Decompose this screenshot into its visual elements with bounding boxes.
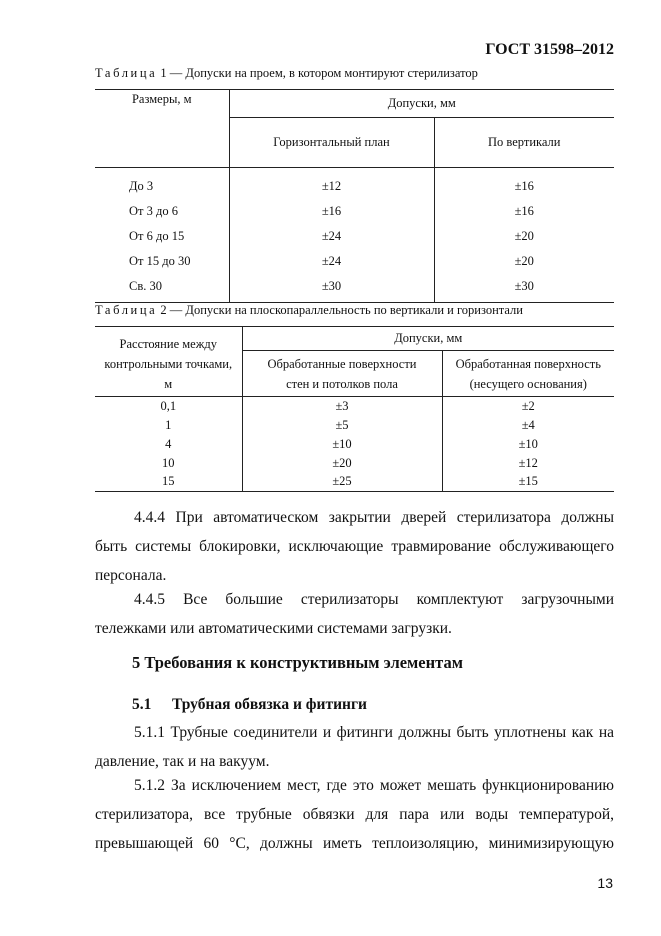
table1-row [95, 174, 614, 199]
table1-row [95, 199, 614, 224]
table2-row [95, 473, 614, 492]
table1-cell: ±30 [229, 274, 434, 299]
table1-cell: Св. 30 [95, 274, 229, 299]
section-5-1-number: 5.1 [132, 696, 152, 713]
table1-header-size: Размеры, м [95, 90, 229, 168]
table2-cell: 1 [95, 416, 242, 435]
table2-row [95, 435, 614, 454]
table2-header-surfaces-b: Обработанная поверхность (несущего основания) [455, 356, 601, 391]
table2-caption [95, 303, 523, 318]
table1-cell: От 15 до 30 [95, 249, 229, 274]
table1-cell: От 3 до 6 [95, 199, 229, 224]
table2-caption-text: 2 — Допуски на плоскопараллельность по вертикали и горизонтали [157, 303, 523, 317]
table1-cell: ±16 [514, 178, 534, 193]
table1-caption [95, 66, 478, 81]
table2 [95, 326, 614, 492]
table2-cell: ±20 [242, 454, 442, 473]
table1-cell: ±20 [514, 253, 534, 268]
table2-cell: ±12 [518, 455, 538, 470]
table2-header-tolerance: Допуски, мм [242, 327, 614, 351]
table2-caption-label: Таблица [95, 303, 158, 317]
table2-cell: 0,1 [95, 397, 242, 416]
table1-cell: ±16 [229, 199, 434, 224]
table2-cell: ±10 [242, 435, 442, 454]
table1-header-horizontal: Горизонтальный план [229, 118, 434, 168]
table2-cell: ±4 [521, 417, 535, 432]
table1-row [95, 224, 614, 249]
table2-cell: 15 [95, 473, 242, 492]
table2-cell: ±25 [242, 473, 442, 492]
table2-cell: ±15 [518, 474, 538, 489]
table1-header-tolerance: Допуски, мм [229, 90, 614, 118]
table2-header-surfaces-a: Обработанные поверхности стен и потолков пола [242, 351, 442, 397]
table1-cell: ±30 [514, 278, 534, 293]
table1-cell: ±24 [229, 249, 434, 274]
table2-cell: ±5 [242, 416, 442, 435]
section-5-1-title: Трубная обвязка и фитинги [172, 696, 367, 713]
table2-row [95, 416, 614, 435]
table1 [95, 89, 614, 303]
table1-cell: От 6 до 15 [95, 224, 229, 249]
table1-header-vertical: По вертикали [488, 135, 561, 149]
table1-caption-label: Таблица [95, 66, 158, 80]
table2-cell: ±10 [518, 436, 538, 451]
table2-cell: 4 [95, 435, 242, 454]
section-5-1-heading [132, 696, 367, 714]
paragraph-4-4-5: 4.4.5 Все большие стерилизаторы комплектуют загрузочными тележками или автоматическими системами загрузки. [95, 591, 614, 637]
table2-cell: ±2 [521, 398, 535, 413]
paragraph-5-1-2: 5.1.2 За исключением мест, где это может мешать функционированию стерилизатора, все трубные обвязки для пара или воды температурой, превышающей 60 °С, должны иметь теплоизоляцию, минимизирующую [95, 777, 614, 852]
section-5-heading: 5 Требования к конструктивным элементам [132, 653, 463, 672]
table2-row [95, 397, 614, 416]
table1-row [95, 249, 614, 274]
table2-row [95, 454, 614, 473]
table1-row [95, 274, 614, 299]
paragraph-5-1-1: 5.1.1 Трубные соединители и фитинги должны быть уплотнены как на давление, так и на вакуум. [95, 724, 614, 770]
table2-cell: ±3 [242, 397, 442, 416]
table1-cell: ±12 [229, 174, 434, 199]
document-header: ГОСТ 31598–2012 [485, 41, 614, 58]
table1-cell: До 3 [95, 174, 229, 199]
table1-caption-text: 1 — Допуски на проем, в котором монтируют стерилизатор [157, 66, 478, 80]
paragraph-4-4-4: 4.4.4 При автоматическом закрытии дверей стерилизатора должны быть системы блокировки, исключающие травмирование обслуживающего персонала. [95, 509, 614, 584]
page-number: 13 [597, 875, 613, 891]
table1-cell: ±24 [229, 224, 434, 249]
table1-cell: ±20 [514, 228, 534, 243]
table1-cell: ±16 [514, 203, 534, 218]
table2-cell: 10 [95, 454, 242, 473]
table2-header-distance: Расстояние между контрольными точками, м [95, 327, 242, 397]
